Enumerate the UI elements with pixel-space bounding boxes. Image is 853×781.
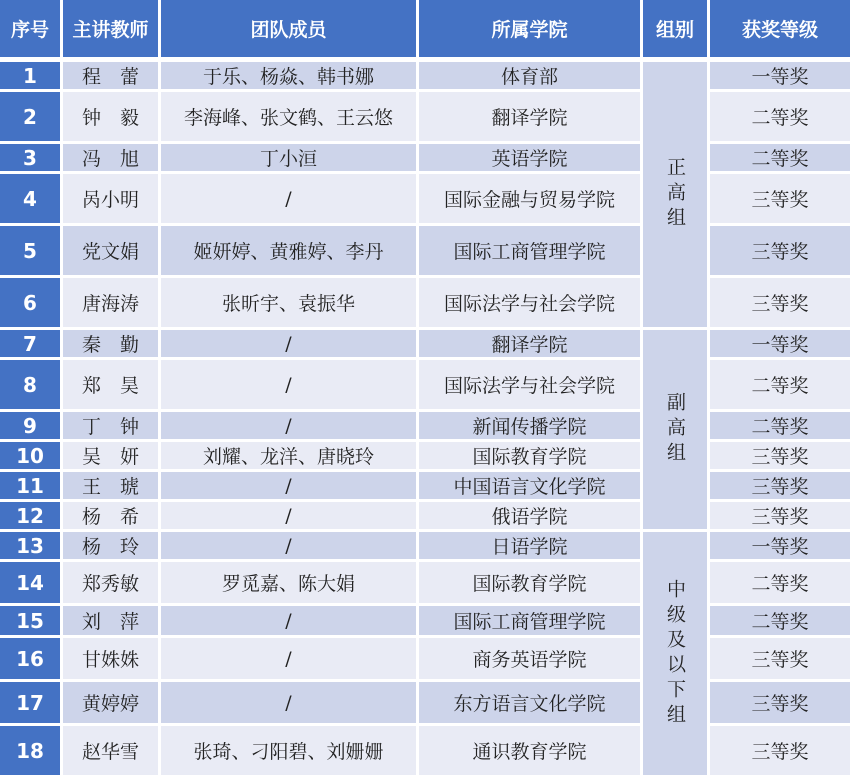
members-cell: / bbox=[161, 682, 419, 726]
members-cell: / bbox=[161, 412, 419, 442]
row-index: 2 bbox=[0, 92, 63, 144]
members-cell: / bbox=[161, 606, 419, 638]
header-teacher: 主讲教师 bbox=[63, 0, 161, 62]
college-cell: 翻译学院 bbox=[419, 330, 643, 360]
award-cell: 一等奖 bbox=[710, 532, 853, 562]
award-cell: 二等奖 bbox=[710, 606, 853, 638]
teacher-cell: 吴 妍 bbox=[63, 442, 161, 472]
college-cell: 通识教育学院 bbox=[419, 726, 643, 778]
row-index: 3 bbox=[0, 144, 63, 174]
row-index: 10 bbox=[0, 442, 63, 472]
table-row bbox=[0, 442, 853, 472]
table-row bbox=[0, 606, 853, 638]
table-row bbox=[0, 562, 853, 606]
members-cell: 张琦、刁阳碧、刘姗姗 bbox=[161, 726, 419, 778]
row-index: 15 bbox=[0, 606, 63, 638]
table-row bbox=[0, 638, 853, 682]
college-cell: 国际教育学院 bbox=[419, 442, 643, 472]
row-index: 13 bbox=[0, 532, 63, 562]
members-cell: / bbox=[161, 472, 419, 502]
group-cell: 副高组 bbox=[643, 330, 710, 532]
award-cell: 三等奖 bbox=[710, 226, 853, 278]
teacher-cell: 杨 希 bbox=[63, 502, 161, 532]
header-award: 获奖等级 bbox=[710, 0, 853, 62]
award-cell: 二等奖 bbox=[710, 412, 853, 442]
header-college: 所属学院 bbox=[419, 0, 643, 62]
college-cell: 国际法学与社会学院 bbox=[419, 278, 643, 330]
award-cell: 三等奖 bbox=[710, 174, 853, 226]
college-cell: 翻译学院 bbox=[419, 92, 643, 144]
row-index: 12 bbox=[0, 502, 63, 532]
award-cell: 三等奖 bbox=[710, 502, 853, 532]
table-row bbox=[0, 144, 853, 174]
members-cell: 于乐、杨焱、韩书娜 bbox=[161, 62, 419, 92]
members-cell: / bbox=[161, 330, 419, 360]
teacher-cell: 党文娟 bbox=[63, 226, 161, 278]
row-index: 1 bbox=[0, 62, 63, 92]
teacher-cell: 丁 钟 bbox=[63, 412, 161, 442]
award-cell: 二等奖 bbox=[710, 562, 853, 606]
members-cell: 罗觅嘉、陈大娟 bbox=[161, 562, 419, 606]
teacher-cell: 黄婷婷 bbox=[63, 682, 161, 726]
header-index: 序号 bbox=[0, 0, 63, 62]
teacher-cell: 甘姝姝 bbox=[63, 638, 161, 682]
header-row bbox=[0, 0, 853, 62]
award-cell: 三等奖 bbox=[710, 726, 853, 778]
college-cell: 东方语言文化学院 bbox=[419, 682, 643, 726]
row-index: 6 bbox=[0, 278, 63, 330]
row-index: 17 bbox=[0, 682, 63, 726]
members-cell: 李海峰、张文鹤、王云悠 bbox=[161, 92, 419, 144]
award-cell: 一等奖 bbox=[710, 330, 853, 360]
members-cell: / bbox=[161, 638, 419, 682]
college-cell: 国际金融与贸易学院 bbox=[419, 174, 643, 226]
group-cell: 正高组 bbox=[643, 62, 710, 330]
teacher-cell: 钟 毅 bbox=[63, 92, 161, 144]
award-cell: 三等奖 bbox=[710, 638, 853, 682]
award-cell: 三等奖 bbox=[710, 278, 853, 330]
teacher-cell: 呙小明 bbox=[63, 174, 161, 226]
table-row bbox=[0, 532, 853, 562]
college-cell: 英语学院 bbox=[419, 144, 643, 174]
award-cell: 一等奖 bbox=[710, 62, 853, 92]
college-cell: 国际工商管理学院 bbox=[419, 226, 643, 278]
row-index: 4 bbox=[0, 174, 63, 226]
teacher-cell: 程 蕾 bbox=[63, 62, 161, 92]
row-index: 7 bbox=[0, 330, 63, 360]
table-row bbox=[0, 226, 853, 278]
members-cell: / bbox=[161, 532, 419, 562]
table-body bbox=[0, 62, 853, 778]
members-cell: 张昕宇、袁振华 bbox=[161, 278, 419, 330]
table-row bbox=[0, 278, 853, 330]
table-row bbox=[0, 92, 853, 144]
teacher-cell: 唐海涛 bbox=[63, 278, 161, 330]
college-cell: 日语学院 bbox=[419, 532, 643, 562]
college-cell: 国际工商管理学院 bbox=[419, 606, 643, 638]
award-cell: 三等奖 bbox=[710, 682, 853, 726]
members-cell: 丁小洹 bbox=[161, 144, 419, 174]
members-cell: 姬妍婷、黄雅婷、李丹 bbox=[161, 226, 419, 278]
table-row bbox=[0, 682, 853, 726]
college-cell: 中国语言文化学院 bbox=[419, 472, 643, 502]
award-cell: 三等奖 bbox=[710, 472, 853, 502]
members-cell: / bbox=[161, 360, 419, 412]
table-row bbox=[0, 360, 853, 412]
members-cell: 刘耀、龙洋、唐晓玲 bbox=[161, 442, 419, 472]
table-row bbox=[0, 502, 853, 532]
row-index: 11 bbox=[0, 472, 63, 502]
college-cell: 国际教育学院 bbox=[419, 562, 643, 606]
row-index: 8 bbox=[0, 360, 63, 412]
row-index: 14 bbox=[0, 562, 63, 606]
table-row bbox=[0, 330, 853, 360]
college-cell: 国际法学与社会学院 bbox=[419, 360, 643, 412]
row-index: 16 bbox=[0, 638, 63, 682]
college-cell: 体育部 bbox=[419, 62, 643, 92]
header-group: 组别 bbox=[643, 0, 710, 62]
teacher-cell: 秦 勤 bbox=[63, 330, 161, 360]
college-cell: 俄语学院 bbox=[419, 502, 643, 532]
award-cell: 二等奖 bbox=[710, 92, 853, 144]
members-cell: / bbox=[161, 174, 419, 226]
header-members: 团队成员 bbox=[161, 0, 419, 62]
teacher-cell: 郑秀敏 bbox=[63, 562, 161, 606]
table-row bbox=[0, 174, 853, 226]
members-cell: / bbox=[161, 502, 419, 532]
row-index: 5 bbox=[0, 226, 63, 278]
teacher-cell: 杨 玲 bbox=[63, 532, 161, 562]
teacher-cell: 郑 昊 bbox=[63, 360, 161, 412]
teacher-cell: 王 琥 bbox=[63, 472, 161, 502]
row-index: 18 bbox=[0, 726, 63, 778]
award-cell: 二等奖 bbox=[710, 144, 853, 174]
award-cell: 三等奖 bbox=[710, 442, 853, 472]
row-index: 9 bbox=[0, 412, 63, 442]
teacher-cell: 刘 萍 bbox=[63, 606, 161, 638]
table-row bbox=[0, 472, 853, 502]
award-cell: 二等奖 bbox=[710, 360, 853, 412]
teacher-cell: 冯 旭 bbox=[63, 144, 161, 174]
table-row bbox=[0, 62, 853, 92]
table-row bbox=[0, 726, 853, 778]
table-row bbox=[0, 412, 853, 442]
college-cell: 新闻传播学院 bbox=[419, 412, 643, 442]
group-cell: 中级及以下组 bbox=[643, 532, 710, 778]
teacher-cell: 赵华雪 bbox=[63, 726, 161, 778]
college-cell: 商务英语学院 bbox=[419, 638, 643, 682]
